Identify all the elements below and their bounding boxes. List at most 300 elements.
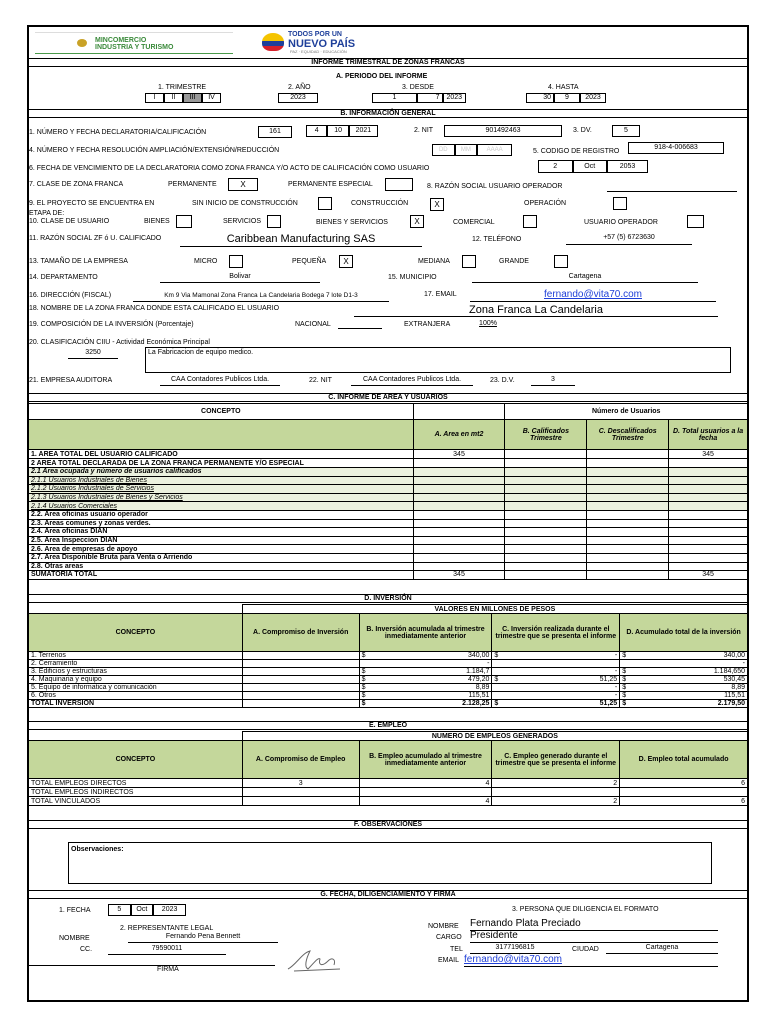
vencimiento-field[interactable] xyxy=(538,160,648,173)
slogan-top: TODOS POR UN xyxy=(288,31,342,38)
desde-field[interactable] xyxy=(372,93,466,103)
rep-cc-label: CC. xyxy=(80,946,93,953)
area-row-label: 2.3. Areas comunes y zonas verdes. xyxy=(29,519,414,528)
currency-symbol: $ xyxy=(622,668,627,675)
dv2-field[interactable]: 3 xyxy=(531,376,575,386)
inversion-value: 340,00 xyxy=(468,652,490,659)
inversion-value: - xyxy=(614,668,618,675)
razon-social-field[interactable]: Caribbean Manufacturing SAS xyxy=(180,233,422,247)
area-row xyxy=(29,502,748,511)
col-emp-acumulado: B. Empleo acumulado al trimestre inmediatamente anterior xyxy=(359,741,492,779)
area-cell-a[interactable] xyxy=(413,493,505,502)
fecha-day[interactable]: 5 xyxy=(108,904,131,916)
inversion-cell-b[interactable] xyxy=(359,684,492,692)
area-row xyxy=(29,510,748,519)
area-cell-a[interactable] xyxy=(413,468,505,477)
zona-franca-field[interactable]: Zona Franca La Candelaria xyxy=(354,304,718,317)
area-cell-d[interactable]: 345 xyxy=(669,450,748,459)
label-etapa: 9. EL PROYECTO SE ENCUENTRA EN ETAPA DE: xyxy=(29,200,155,217)
area-cell-a[interactable] xyxy=(413,485,505,494)
col-num-usuarios: Número de Usuarios xyxy=(505,404,748,420)
inversion-row-label: 2. Cerramiento xyxy=(29,660,243,668)
area-cell-c[interactable] xyxy=(587,545,669,554)
area-cell-b[interactable] xyxy=(505,528,587,537)
inversion-cell-d[interactable] xyxy=(620,668,748,676)
anio-field[interactable]: 2023 xyxy=(278,93,318,103)
signature-image xyxy=(284,945,346,975)
fecha-declaratoria-field[interactable] xyxy=(306,125,378,137)
venc-day[interactable]: 2 xyxy=(538,160,573,173)
section-e-title: E. EMPLEO xyxy=(29,721,747,730)
area-cell-a[interactable] xyxy=(413,536,505,545)
empleo-cell-c[interactable] xyxy=(492,788,620,797)
inversion-cell-c[interactable] xyxy=(492,692,620,700)
direccion-field[interactable]: Km 9 Via Mamonal Zona Franca La Candelaria Bodega 7 lote D1-3 xyxy=(133,292,389,302)
col-total-usuarios: D. Total usuarios a la fecha xyxy=(669,420,748,450)
area-cell-a[interactable] xyxy=(413,553,505,562)
email-field[interactable] xyxy=(470,289,716,302)
inversion-cell-a[interactable] xyxy=(242,676,359,684)
currency-symbol: $ xyxy=(361,700,366,707)
empleo-cell-d[interactable]: 6 xyxy=(620,779,748,788)
construccion-checkbox[interactable]: X xyxy=(430,198,444,211)
label-vencimiento: 6. FECHA DE VENCIMIENTO DE LA DECLARATORIA COMO ZONA FRANCA Y/O ACTO DE CALIFICACIÓN COMO USUARIO xyxy=(29,165,430,172)
inversion-value: - xyxy=(742,660,745,667)
inversion-cell-a[interactable] xyxy=(242,652,359,660)
codigo-registro-field[interactable]: 918-4-006683 xyxy=(628,142,724,154)
label-razon-operador: 8. RAZÓN SOCIAL USUARIO OPERADOR xyxy=(427,183,563,190)
area-row-label: 2.1.2 Usuarios Industriales de Servicios xyxy=(29,485,414,494)
area-cell-c[interactable] xyxy=(587,476,669,485)
inversion-cell-d[interactable] xyxy=(620,652,748,660)
area-row-label: 2.6. Area de empresas de apoyo xyxy=(29,545,414,554)
usuario-operador-checkbox[interactable] xyxy=(687,215,704,228)
email-label: 17. EMAIL xyxy=(424,291,457,298)
label-razon-social: 11. RAZÓN SOCIAL ZF ó U. CALIFICADO xyxy=(29,235,162,242)
area-cell-d[interactable] xyxy=(669,476,748,485)
fecha-month[interactable]: Oct xyxy=(131,904,154,916)
inversion-cell-a[interactable] xyxy=(242,684,359,692)
permanente-checkbox[interactable]: X xyxy=(228,178,258,191)
col-inv-total: D. Acumulado total de la inversión xyxy=(620,614,748,652)
res-mm[interactable]: MM xyxy=(455,144,478,156)
area-cell-d[interactable] xyxy=(669,459,748,468)
mediana-checkbox[interactable] xyxy=(462,255,476,268)
hasta-day[interactable]: 30 xyxy=(526,93,554,103)
area-cell-b[interactable] xyxy=(505,459,587,468)
col-compromiso-emp: A. Compromiso de Empleo xyxy=(242,741,359,779)
area-cell-d[interactable] xyxy=(669,536,748,545)
empleo-cell-c[interactable]: 2 xyxy=(492,779,620,788)
col-concepto: CONCEPTO xyxy=(29,404,414,420)
area-cell-d[interactable] xyxy=(669,562,748,571)
inversion-row xyxy=(29,692,748,700)
area-row-label: 2 AREA TOTAL DECLARADA DE LA ZONA FRANCA PERMANENTE Y/O ESPECIAL xyxy=(29,459,414,468)
inversion-row-label: 1. Terrenos xyxy=(29,652,243,660)
inversion-row-label: 6. Otros xyxy=(29,692,243,700)
telefono-label: 12. TELÉFONO xyxy=(472,236,522,243)
area-cell-a[interactable] xyxy=(413,528,505,537)
construccion-label: CONSTRUCCIÓN xyxy=(351,200,409,207)
decl-month[interactable]: 10 xyxy=(327,125,348,137)
persona-title: 3. PERSONA QUE DILIGENCIA EL FORMATO xyxy=(512,906,659,913)
inversion-cell-a[interactable] xyxy=(242,700,359,708)
currency-symbol: $ xyxy=(494,700,499,707)
inversion-row xyxy=(29,684,748,692)
decl-year[interactable]: 2021 xyxy=(349,125,378,137)
inversion-cell-b[interactable] xyxy=(359,676,492,684)
area-row xyxy=(29,571,748,580)
area-cell-b[interactable] xyxy=(505,519,587,528)
area-cell-d[interactable] xyxy=(669,510,748,519)
label-ciiu: 20. CLASIFICACIÓN CIIU - Actividad Económica Principal xyxy=(29,339,210,346)
area-cell-b[interactable] xyxy=(505,553,587,562)
operacion-checkbox[interactable] xyxy=(613,197,627,210)
inversion-row xyxy=(29,700,748,708)
col-emp-total: D. Empleo total acumulado xyxy=(620,741,748,779)
micro-label: MICRO xyxy=(194,258,218,265)
area-row xyxy=(29,459,748,468)
area-cell-d[interactable] xyxy=(669,519,748,528)
inversion-row xyxy=(29,660,748,668)
area-row-label: 2.4. Area oficinas DIAN xyxy=(29,528,414,537)
section-b-title: B. INFORMACIÓN GENERAL xyxy=(29,109,747,118)
valores-header: VALORES EN MILLONES DE PESOS xyxy=(242,605,747,614)
trimestre-option-4[interactable]: IV xyxy=(202,93,221,103)
observaciones-field[interactable] xyxy=(68,842,712,884)
ciudad-field[interactable]: Cartagena xyxy=(606,944,718,954)
empleo-cell-d[interactable] xyxy=(620,788,748,797)
area-row-label: 2.1.4 Usuarios Comerciales xyxy=(29,502,414,511)
pequena-label: PEQUEÑA xyxy=(292,258,327,265)
inversion-cell-a[interactable] xyxy=(242,692,359,700)
area-cell-c[interactable] xyxy=(587,493,669,502)
hasta-month[interactable]: 9 xyxy=(554,93,580,103)
inversion-row-label: TOTAL INVERSION xyxy=(29,700,243,708)
municipio-field[interactable]: Cartagena xyxy=(472,273,698,283)
empleo-cell-b[interactable]: 4 xyxy=(359,797,492,806)
area-cell-a[interactable] xyxy=(413,510,505,519)
slogan-bottom: NUEVO PAÍS xyxy=(288,38,356,50)
col-inv-realizada: C. Inversión realizada durante el trimestre que se presenta el informe xyxy=(492,614,620,652)
area-cell-d[interactable] xyxy=(669,493,748,502)
inversion-cell-c[interactable] xyxy=(492,668,620,676)
currency-symbol: $ xyxy=(622,684,627,691)
area-cell-c[interactable] xyxy=(587,450,669,459)
grande-checkbox[interactable] xyxy=(554,255,568,268)
area-row-label: 2.7. Area Disponible Bruta para Venta o Arriendo xyxy=(29,553,414,562)
area-cell-c[interactable] xyxy=(587,528,669,537)
hasta-field[interactable] xyxy=(526,93,606,103)
inversion-cell-c[interactable] xyxy=(492,700,620,708)
inversion-cell-a[interactable] xyxy=(242,668,359,676)
trimestre-selector[interactable] xyxy=(145,93,221,103)
area-cell-d[interactable] xyxy=(669,485,748,494)
permanente-especial-label: PERMANENTE ESPECIAL xyxy=(288,181,373,188)
area-cell-a[interactable] xyxy=(413,476,505,485)
label-direccion: 16. DIRECCIÓN (FISCAL) xyxy=(29,292,112,299)
trimestre-option-2[interactable]: II xyxy=(164,93,183,103)
bienes-checkbox[interactable] xyxy=(176,215,192,228)
col-inv-acumulada: B. Inversión acumulada al trimestre inmediatamente anterior xyxy=(359,614,492,652)
ciudad-label: CIUDAD xyxy=(572,946,599,953)
area-row xyxy=(29,519,748,528)
extranjera-label: EXTRANJERA xyxy=(404,321,451,328)
area-cell-b[interactable] xyxy=(505,510,587,519)
inversion-row-label: 3. Edificios y estructuras xyxy=(29,668,243,676)
area-row xyxy=(29,562,748,571)
desde-year[interactable]: 2023 xyxy=(443,93,467,103)
currency-symbol: $ xyxy=(361,668,366,675)
nacional-field[interactable] xyxy=(338,320,382,329)
label-declaratoria: 1. NÚMERO Y FECHA DECLARATORIA/CALIFICACIÓN xyxy=(29,129,207,136)
col-concepto-e: CONCEPTO xyxy=(29,741,243,779)
inversion-cell-b[interactable] xyxy=(359,700,492,708)
cargo-field[interactable]: Presidente xyxy=(470,931,718,943)
area-cell-c[interactable] xyxy=(587,571,669,580)
area-cell-c[interactable] xyxy=(587,485,669,494)
inversion-cell-d[interactable] xyxy=(620,676,748,684)
venc-year[interactable]: 2053 xyxy=(607,160,648,173)
area-cell-a[interactable]: 345 xyxy=(413,450,505,459)
tel-field[interactable]: 3177196815 xyxy=(470,944,560,954)
inversion-cell-d[interactable] xyxy=(620,660,748,668)
municipio-label: 15. MUNICIPIO xyxy=(388,274,437,281)
area-cell-b[interactable] xyxy=(505,493,587,502)
inversion-cell-c[interactable] xyxy=(492,652,620,660)
dv-label: 3. DV. xyxy=(573,127,592,134)
area-cell-b[interactable] xyxy=(505,476,587,485)
area-cell-d[interactable] xyxy=(669,502,748,511)
area-cell-c[interactable] xyxy=(587,553,669,562)
area-cell-b[interactable] xyxy=(505,562,587,571)
currency-symbol: $ xyxy=(622,676,627,683)
area-cell-c[interactable] xyxy=(587,562,669,571)
inversion-value: 530,45 xyxy=(723,676,745,683)
ciiu-description-field[interactable]: La Fabricacion de equipo medico. xyxy=(145,347,731,373)
razon-operador-field[interactable] xyxy=(607,183,737,192)
col-emp-generado: C. Empleo generado durante el trimestre que se presenta el informe xyxy=(492,741,620,779)
sin-inicio-checkbox[interactable] xyxy=(318,197,332,210)
inversion-value: 51,25 xyxy=(599,700,618,707)
desde-day[interactable]: 1 xyxy=(372,93,417,103)
inversion-value: 1.184,650 xyxy=(713,668,745,675)
mediana-label: MEDIANA xyxy=(418,258,450,265)
currency-symbol: $ xyxy=(622,700,627,707)
rep-nombre-field[interactable]: Fernando Pena Bennett xyxy=(128,933,278,943)
inversion-value: 51,25 xyxy=(599,676,618,683)
area-row xyxy=(29,468,748,477)
anio-label: 2. AÑO xyxy=(288,84,311,91)
micro-checkbox[interactable] xyxy=(229,255,243,268)
area-cell-c[interactable] xyxy=(587,510,669,519)
inversion-cell-b[interactable] xyxy=(359,652,492,660)
area-cell-c[interactable] xyxy=(587,519,669,528)
res-dd[interactable]: DD xyxy=(432,144,455,156)
resolucion-date-field[interactable] xyxy=(432,144,512,156)
empleo-cell-b[interactable] xyxy=(359,788,492,797)
label-tamano: 13. TAMAÑO DE LA EMPRESA xyxy=(29,258,128,265)
num-declaratoria-field[interactable]: 161 xyxy=(258,126,292,138)
observaciones-label: Observaciones: xyxy=(71,846,124,853)
inversion-cell-c[interactable] xyxy=(492,676,620,684)
codigo-registro-label: 5. CODIGO DE REGISTRO xyxy=(533,148,620,155)
area-cell-d[interactable] xyxy=(669,545,748,554)
venc-month[interactable]: Oct xyxy=(573,160,608,173)
flag-icon xyxy=(262,33,284,51)
ciiu-code-field[interactable]: 3250 xyxy=(68,349,118,359)
res-aaaa[interactable]: AAAA xyxy=(477,144,512,156)
persona-email-field[interactable] xyxy=(464,954,718,967)
decl-day[interactable]: 4 xyxy=(306,125,327,137)
area-cell-a[interactable]: 345 xyxy=(413,571,505,580)
hasta-label: 4. HASTA xyxy=(548,84,579,91)
inversion-value: 340,00 xyxy=(723,652,745,659)
inversion-cell-a[interactable] xyxy=(242,660,359,668)
bienes-label: BIENES xyxy=(144,218,170,225)
area-cell-d[interactable] xyxy=(669,528,748,537)
desde-label: 3. DESDE xyxy=(402,84,434,91)
firma-line xyxy=(28,958,275,966)
inversion-row xyxy=(29,676,748,684)
persona-email-link[interactable]: fernando@vita70.com xyxy=(464,954,562,965)
area-cell-d[interactable] xyxy=(669,468,748,477)
desde-month[interactable]: 7 xyxy=(417,93,443,103)
fecha-label: 1. FECHA xyxy=(59,907,91,914)
persona-nombre-field[interactable]: Fernando Plata Preciado xyxy=(470,919,718,931)
area-cell-b[interactable] xyxy=(505,502,587,511)
dv-field[interactable]: 5 xyxy=(612,125,640,137)
nit-field[interactable]: 901492463 xyxy=(444,125,562,137)
rep-nombre-label: NOMBRE xyxy=(59,935,90,942)
comercial-label: COMERCIAL xyxy=(453,219,495,226)
fecha-year[interactable]: 2023 xyxy=(153,904,186,916)
dv2-label: 23. D.V. xyxy=(490,377,515,384)
inversion-cell-c[interactable] xyxy=(492,684,620,692)
area-cell-a[interactable] xyxy=(413,545,505,554)
area-cell-b[interactable] xyxy=(505,536,587,545)
permanente-especial-checkbox[interactable] xyxy=(385,178,413,191)
empleo-cell-a[interactable] xyxy=(242,788,359,797)
label-clase-zf: 7. CLASE DE ZONA FRANCA xyxy=(29,181,124,188)
auditora-field[interactable]: CAA Contadores Publicos Ltda. xyxy=(160,376,280,386)
area-cell-a[interactable] xyxy=(413,519,505,528)
area-cell-b[interactable] xyxy=(505,571,587,580)
empleo-cell-c[interactable]: 2 xyxy=(492,797,620,806)
col-descalificados: C. Descalificados Trimestre xyxy=(587,420,669,450)
nit-label: 2. NIT xyxy=(414,127,434,134)
inversion-value: - xyxy=(614,684,618,691)
label-zona-franca: 18. NOMBRE DE LA ZONA FRANCA DONDE ESTA CALIFICADO EL USUARIO xyxy=(29,305,280,312)
coat-of-arms-icon xyxy=(77,39,87,47)
area-row-label: 2.1 Area ocupada y número de usuarios calificados xyxy=(29,468,414,477)
mincomercio-logo xyxy=(35,32,233,54)
area-row xyxy=(29,485,748,494)
hasta-year[interactable]: 2023 xyxy=(580,93,606,103)
label-auditora: 21. EMPRESA AUDITORA xyxy=(29,377,113,384)
currency-symbol: $ xyxy=(622,692,627,699)
section-a-title: A. PERIODO DEL INFORME xyxy=(336,73,428,80)
area-cell-c[interactable] xyxy=(587,502,669,511)
fecha-field[interactable] xyxy=(108,904,186,916)
inversion-cell-d[interactable] xyxy=(620,700,748,708)
bienes-servicios-checkbox[interactable]: X xyxy=(410,215,424,228)
area-table xyxy=(28,403,748,580)
inversion-value: - xyxy=(487,660,490,667)
section-g-title: G. FECHA, DILIGENCIAMIENTO Y FIRMA xyxy=(29,890,747,899)
col-area: A. Area en mt2 xyxy=(413,420,505,450)
servicios-checkbox[interactable] xyxy=(267,215,281,228)
empleo-row xyxy=(29,779,748,788)
telefono-field[interactable]: +57 (5) 6723630 xyxy=(566,234,692,245)
inversion-value: 8,89 xyxy=(475,684,490,691)
comercial-checkbox[interactable] xyxy=(523,215,537,228)
area-cell-a[interactable] xyxy=(413,562,505,571)
servicios-label: SERVICIOS xyxy=(223,218,261,225)
col-concepto-d: CONCEPTO xyxy=(29,614,243,652)
pequena-checkbox[interactable]: X xyxy=(339,255,353,268)
trimestre-option-3[interactable]: III xyxy=(183,93,202,103)
inversion-cell-d[interactable] xyxy=(620,692,748,700)
inversion-cell-c[interactable] xyxy=(492,660,620,668)
inversion-cell-b[interactable] xyxy=(359,660,492,668)
area-cell-d[interactable] xyxy=(669,553,748,562)
empleo-cell-a[interactable]: 3 xyxy=(242,779,359,788)
area-cell-c[interactable] xyxy=(587,459,669,468)
area-cell-b[interactable] xyxy=(505,450,587,459)
area-cell-b[interactable] xyxy=(505,468,587,477)
col-compromiso-inv: A. Compromiso de Inversión xyxy=(242,614,359,652)
inversion-value: 115,51 xyxy=(724,692,745,699)
empleo-cell-d[interactable]: 6 xyxy=(620,797,748,806)
inversion-value: - xyxy=(614,692,618,699)
slogan-sub: PAZ · EQUIDAD · EDUCACIÓN xyxy=(290,49,347,54)
nit2-field[interactable]: CAA Contadores Publicos Ltda. xyxy=(351,376,473,386)
tel-label: TEL xyxy=(450,946,463,953)
area-cell-b[interactable] xyxy=(505,485,587,494)
firma-label: FIRMA xyxy=(157,966,179,973)
inversion-cell-d[interactable] xyxy=(620,684,748,692)
persona-nombre-label: NOMBRE xyxy=(428,923,459,930)
rep-cc-field[interactable]: 79590011 xyxy=(108,945,226,955)
empleo-cell-a[interactable] xyxy=(242,797,359,806)
area-cell-d[interactable]: 345 xyxy=(669,571,748,580)
gov-logo xyxy=(262,30,392,54)
departamento-field[interactable]: Bolivar xyxy=(160,273,320,283)
area-cell-a[interactable] xyxy=(413,502,505,511)
permanente-label: PERMANENTE xyxy=(168,181,217,188)
trimestre-option-1[interactable]: I xyxy=(145,93,164,103)
extranjera-field[interactable]: 100% xyxy=(479,320,497,327)
currency-symbol: $ xyxy=(361,652,366,659)
area-cell-c[interactable] xyxy=(587,536,669,545)
area-row-label: 2.1.3 Usuarios Industriales de Bienes y Servicios xyxy=(29,493,414,502)
inversion-value: 2.128,25 xyxy=(462,700,490,707)
area-cell-a[interactable] xyxy=(413,459,505,468)
inversion-cell-b[interactable] xyxy=(359,668,492,676)
email-link[interactable]: fernando@vita70.com xyxy=(544,289,642,300)
area-row xyxy=(29,553,748,562)
empleo-row xyxy=(29,788,748,797)
empleo-cell-b[interactable]: 4 xyxy=(359,779,492,788)
inversion-row-label: 5. Equipo de informatica y comunicación xyxy=(29,684,243,692)
currency-symbol: $ xyxy=(361,684,366,691)
inversion-value: 479,20 xyxy=(468,676,490,683)
inversion-cell-b[interactable] xyxy=(359,692,492,700)
area-cell-b[interactable] xyxy=(505,545,587,554)
inversion-value: 1.184,7 xyxy=(466,668,490,675)
area-cell-c[interactable] xyxy=(587,468,669,477)
